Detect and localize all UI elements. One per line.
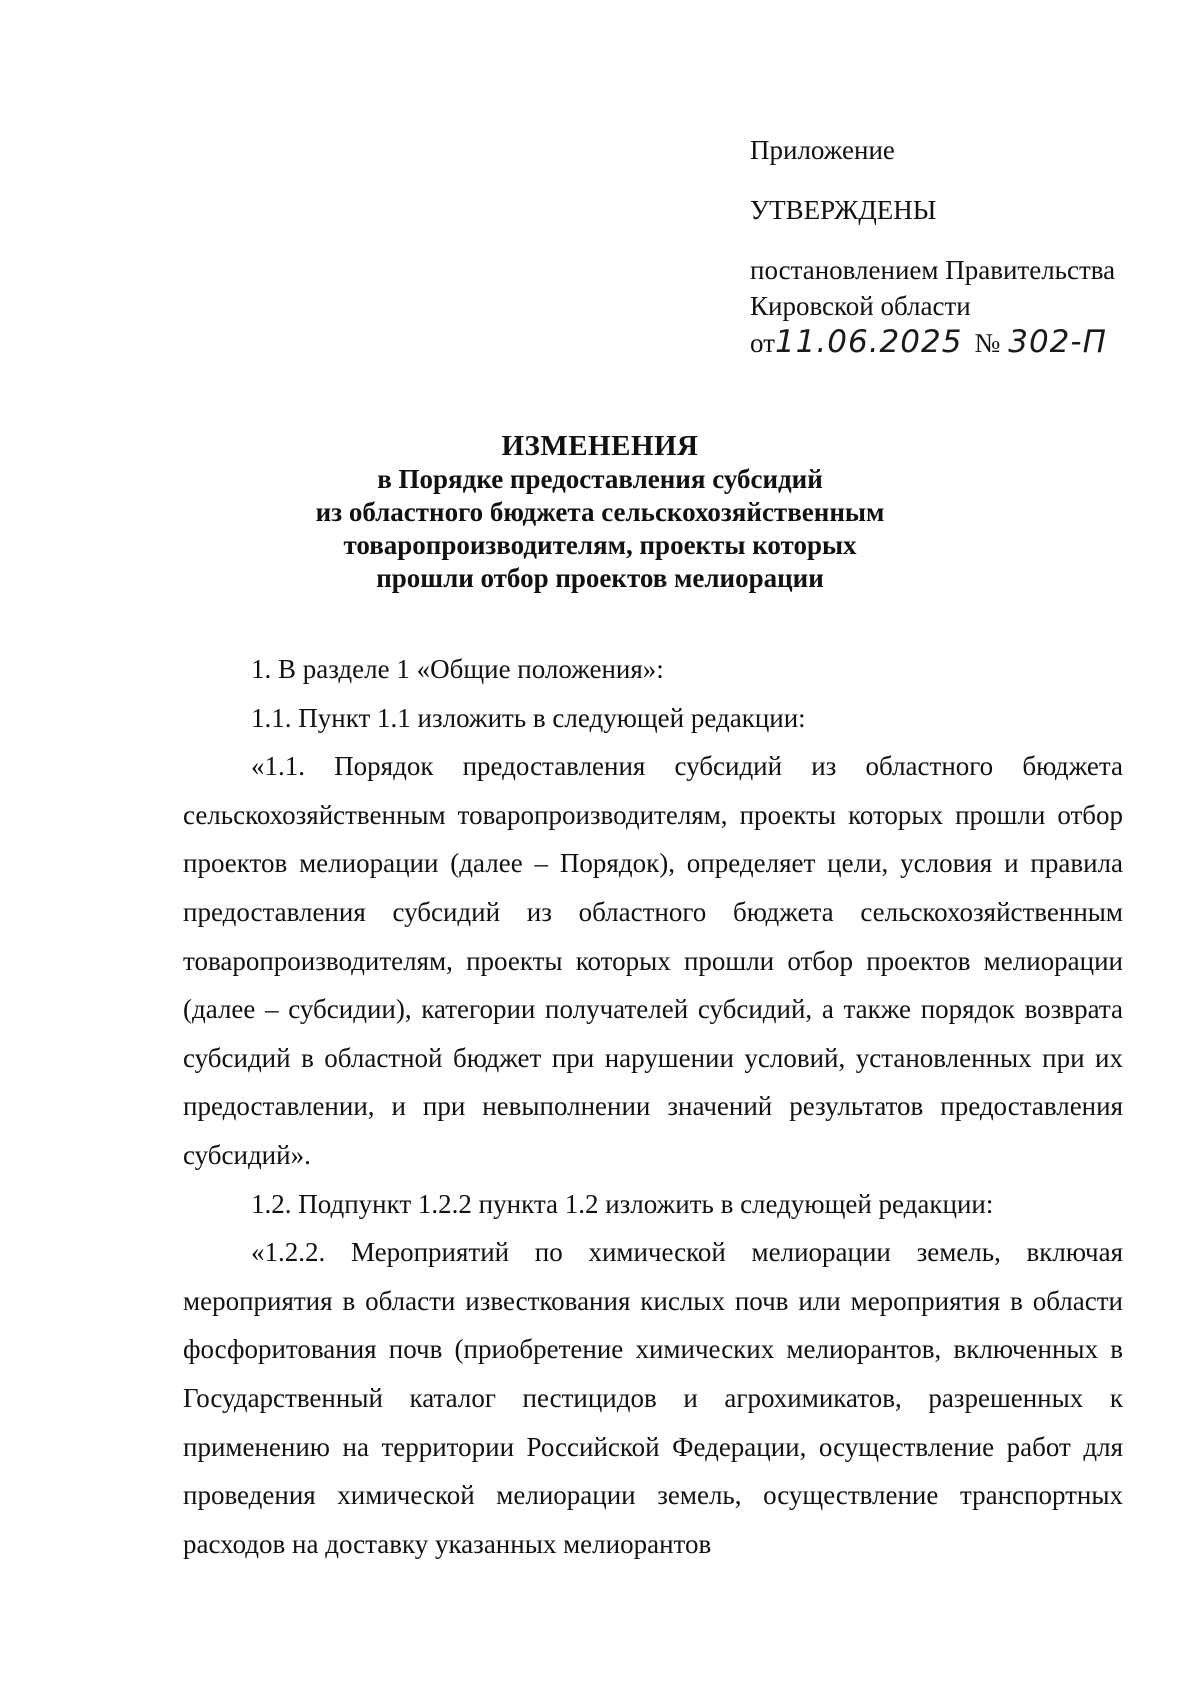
paragraph-quote-1-2-2: «1.2.2. Мероприятий по химической мелиорации земель, включая мероприятия в области известкования кислых почв или мероприятия в области фосфоритования почв (приобретение химических мелиорантов, включенных в Государственный каталог пестицидов и агрохимикатов, разрешенных к применению на территории Российской Федерации, осуществление работ для проведения химической мелиорации земель, осуществление транспортных расходов на доставку указанных мелиорантов [183,1237,1123,1559]
paragraph-item-1-1: 1.1. Пункт 1.1 изложить в следующей редакции: [251,702,806,733]
approved-label: УТВЕРЖДЕНЫ [750,195,937,225]
paragraph-item-1-2: 1.2. Подпункт 1.2.2 пункта 1.2 изложить в следующей редакции: [251,1188,994,1219]
title-line-1: в Порядке предоставления субсидий [377,464,823,494]
title-line-3: товаропроизводителям, проекты которых [343,530,857,560]
approval-block [750,132,1170,361]
title-line-4: прошли отбор проектов мелиорации [376,563,824,593]
issuer-line-1: постановлением Правительства [750,255,1116,285]
date-prefix: от [750,328,775,358]
number-sign: № [974,328,1001,358]
paragraph-section-1: 1. В разделе 1 «Общие положения»: [251,654,664,684]
handwritten-date: 11.06.2025 [774,324,963,360]
paragraph-quote-1-1: «1.1. Порядок предоставления субсидий из областного бюджета сельскохозяйственным товаропроизводителям, проекты которых прошли отбор проектов мелиорации (далее – Порядок), определяет цели, условия и правила предоставления субсидий из областного бюджета сельскохозяйственным товаропроизводителям, проекты которых прошли отбор проектов мелиорации (далее – субсидии), категории получателей субсидий, а также порядок возврата субсидий в областной бюджет при нарушении условий, установленных при их предоставлении, и при невыполнении значений результатов предоставления субсидий». [183,751,1123,1170]
date-number-line [750,324,1170,361]
document-body [183,645,1123,1568]
issuer-line-2: Кировской области [750,291,971,321]
document-title [200,430,1000,595]
handwritten-number: 302-П [1008,324,1107,360]
appendix-label: Приложение [750,135,895,165]
title-heading: ИЗМЕНЕНИЯ [501,430,699,462]
title-line-2: из областного бюджета сельскохозяйственным [315,497,885,527]
